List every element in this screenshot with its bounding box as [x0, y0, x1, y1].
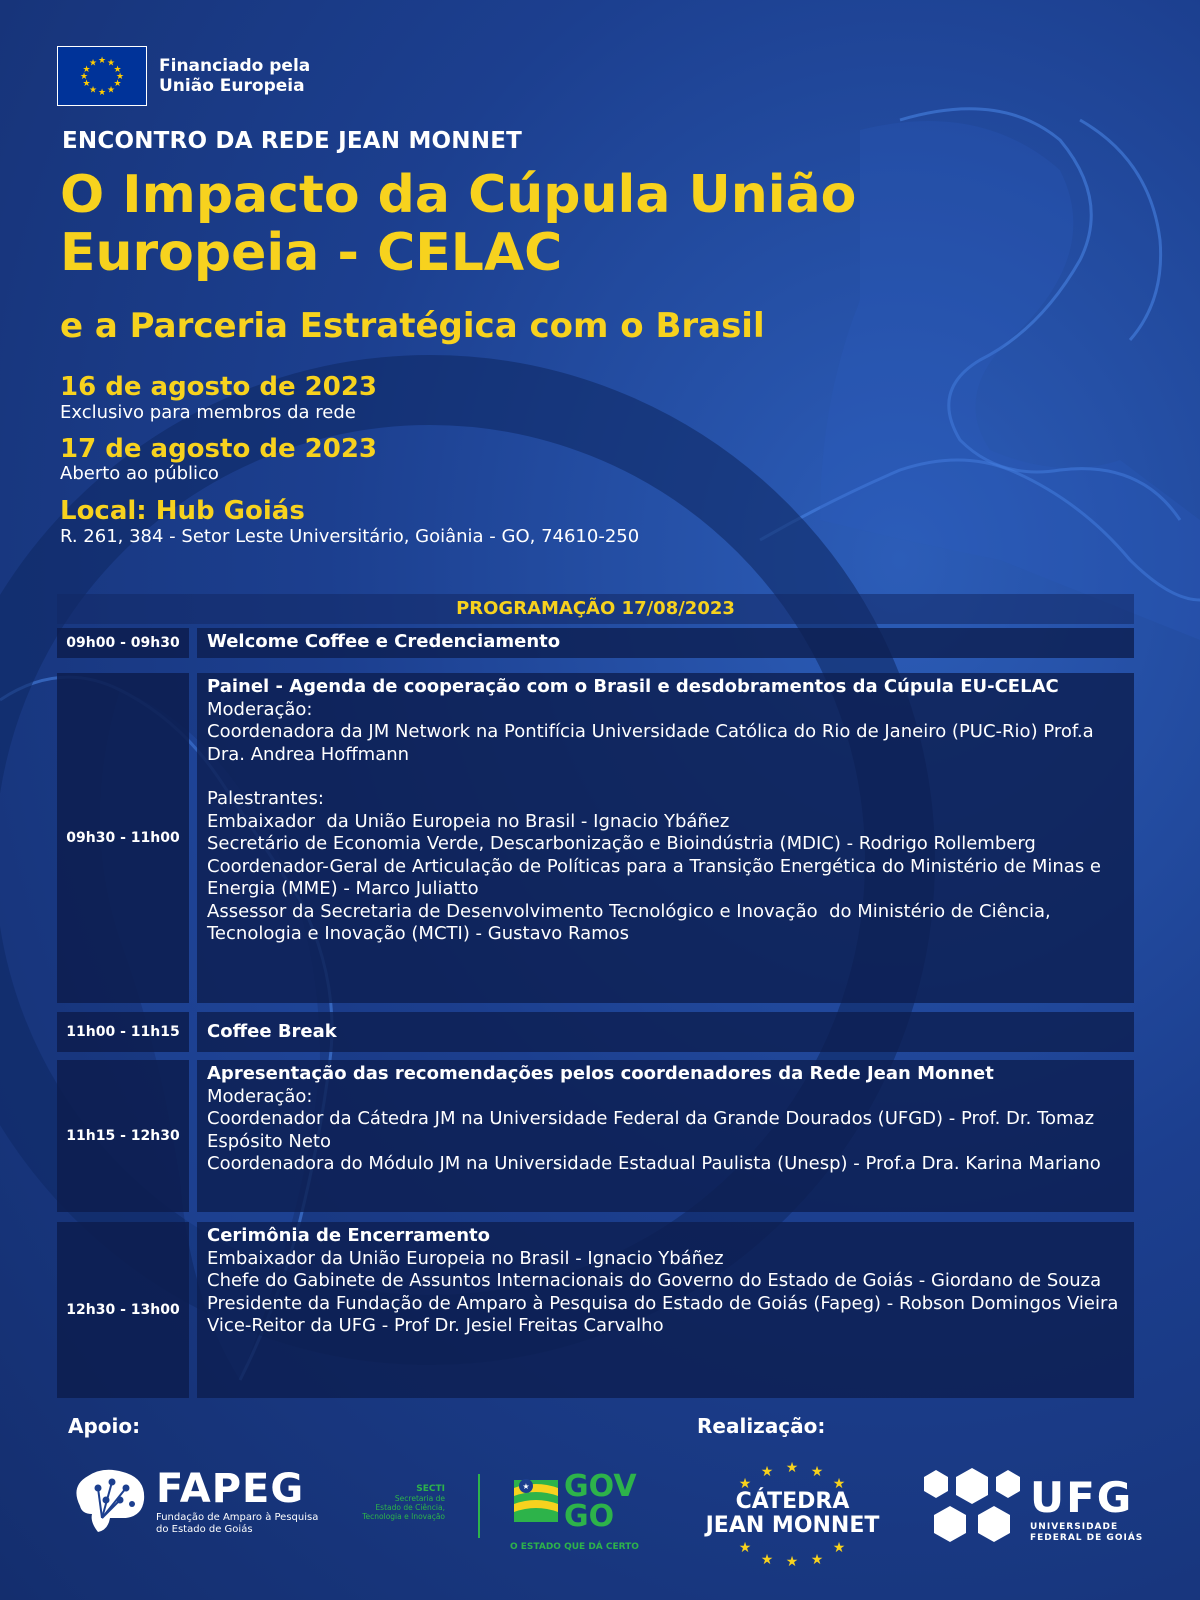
schedule-cell [197, 628, 1134, 658]
fapeg-sub-line1: Fundação de Amparo à Pesquisa [156, 1512, 319, 1523]
schedule-line: Coordenador da Cátedra JM na Universidade Federal da Grande Dourados (UFGD) - Prof. Dr. Tomaz Espósito Neto [207, 1108, 1100, 1152]
eu-funding-line1: Financiado pela [159, 56, 311, 76]
schedule-line: Coordenador-Geral de Articulação de Políticas para a Transição Energética do Ministério de Minas e Energia (MME) - Marco Juliatto [207, 855, 1107, 899]
venue-label: Local: Hub Goiás [60, 496, 305, 526]
fapeg-brain-icon [68, 1466, 150, 1536]
schedule-row [57, 1222, 1134, 1398]
svg-text:★: ★ [88, 58, 98, 69]
svg-text:★: ★ [832, 1540, 846, 1556]
fapeg-name: FAPEG [156, 1466, 305, 1512]
eu-funding-line2: União Europeia [159, 76, 305, 96]
svg-text:★: ★ [785, 1460, 799, 1476]
fapeg-sub-line2: do Estado de Goiás [156, 1524, 253, 1535]
logo-divider [478, 1474, 480, 1538]
ufg-sub-line1: UNIVERSIDADE [1030, 1521, 1119, 1532]
svg-text:★: ★ [760, 1552, 774, 1566]
secti-title: SECTI [416, 1484, 445, 1494]
date-1-note: Exclusivo para membros da rede [60, 402, 356, 423]
schedule-line: Embaixador da União Europeia no Brasil - Ignacio Ybáñez [207, 810, 730, 832]
schedule-heading: PROGRAMAÇÃO 17/08/2023 [57, 594, 1134, 624]
schedule-line: Secretário de Economia Verde, Descarbonização e Bioindústria (MDIC) - Rodrigo Rollemberg [207, 833, 1036, 854]
secti-sub-line1: Secretaria de [394, 1494, 445, 1503]
schedule-time: 12h30 - 13h00 [57, 1222, 189, 1398]
gov-go-tagline: O ESTADO QUE DÁ CERTO [510, 1542, 639, 1552]
catedra-line2: JEAN MONNET [705, 1513, 880, 1538]
date-2-note: Aberto ao público [60, 463, 219, 484]
schedule-row [57, 673, 1134, 1003]
realizacao-label: Realização: [697, 1414, 826, 1438]
schedule-row [57, 1012, 1134, 1052]
catedra-jean-monnet-logo [705, 1458, 880, 1566]
schedule-line: Vice-Reitor da UFG - Prof Dr. Jesiel Freitas Carvalho [207, 1315, 664, 1336]
schedule-time: 11h00 - 11h15 [57, 1012, 189, 1052]
schedule-title: Welcome Coffee e Credenciamento [207, 631, 561, 652]
schedule-cell [197, 1012, 1134, 1052]
schedule-title: Cerimônia de Encerramento [207, 1225, 490, 1246]
svg-text:★: ★ [810, 1552, 824, 1566]
event-kicker: ENCONTRO DA REDE JEAN MONNET [62, 128, 522, 154]
schedule-title: Painel - Agenda de cooperação com o Brasil e desdobramentos da Cúpula EU-CELAC [207, 676, 1059, 697]
svg-text:★: ★ [97, 88, 107, 98]
svg-text:★: ★ [810, 1464, 824, 1480]
schedule-line: Presidente da Fundação de Amparo à Pesquisa do Estado de Goiás (Fapeg) - Robson Domingos Vieira [207, 1292, 1119, 1314]
schedule-time: 09h00 - 09h30 [57, 628, 189, 658]
secti-sub-line3: Tecnologia e Inovação [362, 1512, 445, 1521]
svg-text:★: ★ [738, 1476, 752, 1492]
schedule-line: Palestrantes: [207, 788, 324, 809]
svg-text:★: ★ [113, 79, 122, 89]
schedule-cell [197, 1060, 1134, 1212]
schedule-cell [197, 1222, 1134, 1398]
event-title: O Impacto da Cúpula União Europeia - CELAC [60, 165, 857, 283]
schedule-title: Apresentação das recomendações pelos coordenadores da Rede Jean Monnet [207, 1063, 994, 1084]
svg-text:★: ★ [522, 1482, 530, 1491]
apoio-label: Apoio: [68, 1414, 141, 1438]
schedule-line: Moderação: [207, 1085, 313, 1107]
secti-sub-line2: Estado de Ciência, [375, 1503, 445, 1512]
svg-text:★: ★ [106, 58, 116, 69]
schedule-line: Assessor da Secretaria de Desenvolvimento Tecnológico e Inovação do Ministério de Ciência, Tecnologia e Inovação (MCTI) - Gustavo Ramos [207, 900, 1057, 944]
ufg-name: UFG [1030, 1472, 1134, 1522]
svg-text:★: ★ [785, 1554, 799, 1566]
svg-text:★: ★ [79, 72, 89, 82]
svg-text:★: ★ [760, 1464, 774, 1480]
venue-address: R. 261, 384 - Setor Leste Universitário, Goiânia - GO, 74610-250 [60, 526, 640, 547]
svg-text:★: ★ [738, 1540, 752, 1556]
eu-funding-badge [57, 46, 310, 106]
svg-text:★: ★ [113, 65, 122, 75]
secti-logo [340, 1484, 445, 1521]
ufg-sub-line2: FEDERAL DE GOIÁS [1030, 1532, 1144, 1543]
schedule-time: 09h30 - 11h00 [57, 673, 189, 1003]
ufg-hexagon-icon [922, 1466, 1022, 1550]
schedule-time: 11h15 - 12h30 [57, 1060, 189, 1212]
svg-text:★: ★ [97, 56, 107, 66]
svg-text:★: ★ [115, 72, 125, 82]
schedule-line: Moderação: [207, 698, 313, 720]
schedule-line: Embaixador da União Europeia no Brasil - Ignacio Ybáñez [207, 1247, 724, 1269]
schedule-row [57, 1060, 1134, 1212]
event-subtitle: e a Parceria Estratégica com o Brasil [60, 306, 765, 346]
schedule-line: Chefe do Gabinete de Assuntos Internacionais do Governo do Estado de Goiás - Giordano de Souza [207, 1270, 1102, 1291]
fapeg-logo [68, 1466, 318, 1536]
date-1: 16 de agosto de 2023 [60, 372, 378, 402]
gov-go-wordmark: GOV GO [564, 1469, 637, 1534]
svg-text:★: ★ [832, 1476, 846, 1492]
svg-text:★: ★ [82, 65, 91, 75]
date-2: 17 de agosto de 2023 [60, 434, 378, 464]
schedule-spacer [207, 766, 1124, 788]
svg-text:★: ★ [82, 79, 91, 89]
schedule-line: Coordenadora da JM Network na Pontifícia Universidade Católica do Rio de Janeiro (PUC-Rio) Prof.a Dra. Andrea Hoffmann [207, 721, 1100, 765]
schedule-title: Coffee Break [207, 1020, 337, 1042]
eu-flag-icon [57, 46, 147, 106]
schedule-line: Coordenadora do Módulo JM na Universidade Estadual Paulista (Unesp) - Prof.a Dra. Karina Mariano [207, 1153, 1101, 1174]
schedule-cell [197, 673, 1134, 1003]
gov-go-logo [510, 1468, 652, 1552]
schedule-row [57, 628, 1134, 658]
svg-text:★: ★ [88, 85, 98, 96]
catedra-line1: CÁTEDRA [735, 1489, 850, 1514]
ufg-logo [922, 1466, 1143, 1550]
svg-text:★: ★ [106, 85, 116, 96]
